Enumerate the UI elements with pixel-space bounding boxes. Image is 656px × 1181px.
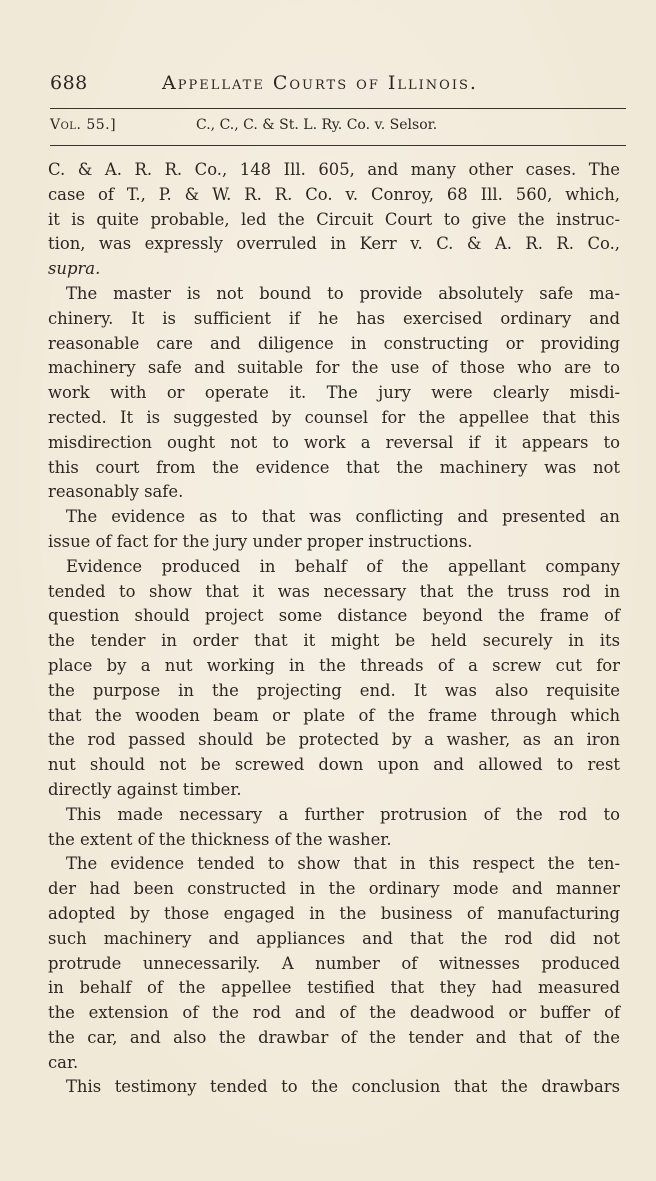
case-title: C., C., C. & St. L. Ry. Co. v. Selsor. [196,117,438,133]
text-line: protrude unnecessarily. A number of witnesses produced [48,953,620,973]
text-line: directly against timber. [48,779,242,799]
text-line: tended to show that it was necessary that the truss rod in [48,581,620,601]
text-line: chinery. It is sufficient if he has exercised ordinary and [48,308,620,328]
text-line: The evidence as to that was conflicting and presented an [66,507,620,527]
text-line: the car, and also the drawbar of the tender and that of the [48,1027,620,1047]
text-line: The master is not bound to provide absolutely safe ma- [66,283,620,303]
text-line: supra. [48,259,101,279]
text-line: the rod passed should be protected by a washer, as an iron [48,730,620,750]
text-line: The evidence tended to show that in this respect the ten- [66,854,620,874]
text-line: place by a nut working in the threads of a screw cut for [48,655,620,675]
text-line: Evidence produced in behalf of the appellant company [66,556,620,576]
text-line: misdirection ought not to work a reversal if it appears to [48,432,620,452]
running-title: Appellate Courts of Illinois. [162,72,478,94]
text-line: der had been constructed in the ordinary mode and manner [48,879,620,899]
text-line: the extent of the thickness of the washer. [48,829,392,849]
text-line: in behalf of the appellee testified that they had measured [48,978,620,998]
volume-label: Vol. 55.] [50,117,117,133]
text-line: this court from the evidence that the machinery was not [48,457,620,477]
text-line: that the wooden beam or plate of the frame through which [48,705,620,725]
text-line: rected. It is suggested by counsel for the appellee that this [48,407,620,427]
text-line: C. & A. R. R. Co., 148 Ill. 605, and many other cases. The [48,160,620,179]
text-line: the tender in order that it might be held securely in its [48,631,620,651]
text-line: reasonably safe. [48,482,184,502]
text-line: reasonable care and diligence in constructing or providing [48,333,620,353]
subheader-rule [50,145,626,146]
text-line: work with or operate it. The jury were clearly misdi- [48,383,620,403]
text-line: question should project some distance beyond the frame of [48,606,620,626]
text-line: This made necessary a further protrusion of the rod to [66,804,620,824]
case-subheader [50,117,626,139]
text-line: This testimony tended to the conclusion that the drawbars [66,1077,620,1097]
text-line: case of T., P. & W. R. R. Co. v. Conroy, 68 Ill. 560, which, [48,184,620,204]
page-number: 688 [50,72,88,94]
header-rule [50,108,626,109]
text-line: it is quite probable, led the Circuit Court to give the instruc- [48,209,620,229]
text-line: the purpose in the projecting end. It was also requisite [48,680,620,700]
text-line: adopted by those engaged in the business of manufacturing [48,903,620,923]
text-line: nut should not be screwed down upon and allowed to rest [48,755,620,775]
text-line: issue of fact for the jury under proper instructions. [48,531,473,551]
text-line: the extension of the rod and of the deadwood or buffer of [48,1003,620,1023]
text-line: such machinery and appliances and that the rod did not [48,928,620,948]
text-line: machinery safe and suitable for the use of those who are to [48,358,620,378]
body-text [48,158,620,1100]
text-line: tion, was expressly overruled in Kerr v. C. & A. R. R. Co., [48,234,620,254]
page-header [50,72,626,100]
text-line: car. [48,1052,79,1072]
